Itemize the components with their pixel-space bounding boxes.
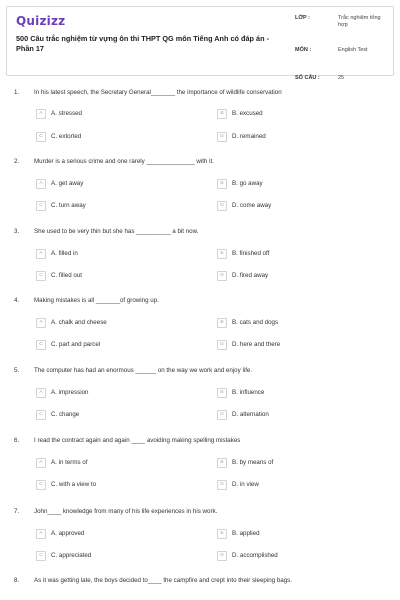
option-text: D. alternation xyxy=(232,411,269,418)
option-b[interactable] xyxy=(217,109,367,119)
option-d[interactable] xyxy=(217,480,367,490)
option-d[interactable] xyxy=(217,551,367,561)
question-number: 5. xyxy=(14,367,20,374)
option-letter-badge: A xyxy=(36,318,46,328)
option-letter-badge: D xyxy=(217,410,227,420)
option-letter-badge: C xyxy=(36,480,46,490)
option-letter-badge: D xyxy=(217,551,227,561)
option-letter-badge: A xyxy=(36,109,46,119)
option-text: D. remained xyxy=(232,133,266,140)
option-text: A. impression xyxy=(51,389,89,396)
question-text: As it was getting late, the boys decided to____ the campfire and crept into their sleeping bags. xyxy=(34,577,292,584)
meta-label: SỐ CÂU : xyxy=(295,75,320,81)
meta-row-count xyxy=(295,75,390,89)
question-text: In his latest speech, the Secretary General_______ the importance of wildlife conservation xyxy=(34,89,282,96)
option-letter-badge: A xyxy=(36,179,46,189)
worksheet-meta xyxy=(295,15,390,81)
option-a[interactable] xyxy=(36,109,186,119)
option-text: A. get away xyxy=(51,180,84,187)
option-text: A. chalk and cheese xyxy=(51,319,107,326)
option-letter-badge: D xyxy=(217,271,227,281)
option-letter-badge: D xyxy=(217,201,227,211)
option-letter-badge: B xyxy=(217,249,227,259)
option-text: C. extorted xyxy=(51,133,82,140)
option-b[interactable] xyxy=(217,318,367,328)
option-text: B. influence xyxy=(232,389,265,396)
option-text: A. approved xyxy=(51,530,85,537)
option-letter-badge: C xyxy=(36,410,46,420)
option-text: A. in terms of xyxy=(51,459,88,466)
option-letter-badge: A xyxy=(36,388,46,398)
option-text: D. here and there xyxy=(232,341,281,348)
question-text: Murder is a serious crime and one rarely ______________ with it. xyxy=(34,158,214,165)
option-d[interactable] xyxy=(217,201,367,211)
question-number: 4. xyxy=(14,297,20,304)
option-a[interactable] xyxy=(36,318,186,328)
option-text: D. accomplished xyxy=(232,552,278,559)
option-d[interactable] xyxy=(217,410,367,420)
option-text: B. excused xyxy=(232,110,263,117)
question-text: Making mistakes is all _______of growing up. xyxy=(34,297,159,304)
option-c[interactable] xyxy=(36,480,186,490)
option-b[interactable] xyxy=(217,179,367,189)
option-letter-badge: C xyxy=(36,271,46,281)
option-d[interactable] xyxy=(217,132,367,142)
option-d[interactable] xyxy=(217,340,367,350)
option-text: B. applied xyxy=(232,530,260,537)
worksheet-title: 500 Câu trắc nghiệm từ vựng ôn thi THPT QG môn Tiếng Anh có đáp án - Phần 17 xyxy=(16,34,270,53)
meta-value: Trắc nghiệm tổng hợp xyxy=(338,15,381,28)
meta-row-class xyxy=(295,15,390,37)
option-text: B. cats and dogs xyxy=(232,319,279,326)
question-number: 3. xyxy=(14,228,20,235)
option-c[interactable] xyxy=(36,340,186,350)
option-letter-badge: D xyxy=(217,132,227,142)
option-c[interactable] xyxy=(36,551,186,561)
option-text: B. by means of xyxy=(232,459,274,466)
option-text: C. with a view to xyxy=(51,481,97,488)
question-number: 2. xyxy=(14,158,20,165)
meta-value: English Test xyxy=(338,47,368,53)
option-letter-badge: D xyxy=(217,480,227,490)
option-letter-badge: B xyxy=(217,529,227,539)
option-letter-badge: C xyxy=(36,340,46,350)
option-text: A. stressed xyxy=(51,110,82,117)
meta-row-subject xyxy=(295,47,390,61)
option-c[interactable] xyxy=(36,410,186,420)
quizizz-logo[interactable]: Quizizz xyxy=(16,14,66,28)
meta-label: MÔN : xyxy=(295,47,312,53)
option-c[interactable] xyxy=(36,132,186,142)
option-letter-badge: C xyxy=(36,201,46,211)
meta-label: LỚP : xyxy=(295,15,310,21)
option-text: D. come away xyxy=(232,202,272,209)
option-text: A. filled in xyxy=(51,250,78,257)
option-text: C. appreciated xyxy=(51,552,92,559)
option-text: B. finished off xyxy=(232,250,270,257)
question-number: 8. xyxy=(14,577,20,584)
option-c[interactable] xyxy=(36,201,186,211)
option-letter-badge: C xyxy=(36,132,46,142)
option-letter-badge: A xyxy=(36,458,46,468)
option-letter-badge: B xyxy=(217,318,227,328)
option-a[interactable] xyxy=(36,388,186,398)
option-b[interactable] xyxy=(217,388,367,398)
option-text: D. in view xyxy=(232,481,259,488)
option-a[interactable] xyxy=(36,458,186,468)
option-letter-badge: B xyxy=(217,179,227,189)
option-text: C. filled out xyxy=(51,272,82,279)
option-d[interactable] xyxy=(217,271,367,281)
option-text: C. part and parcel xyxy=(51,341,101,348)
option-letter-badge: A xyxy=(36,249,46,259)
question-text: The computer has had an enormous ______ on the way we work and enjoy life. xyxy=(34,367,253,374)
option-letter-badge: C xyxy=(36,551,46,561)
option-a[interactable] xyxy=(36,529,186,539)
option-letter-badge: B xyxy=(217,388,227,398)
option-letter-badge: A xyxy=(36,529,46,539)
option-text: D. fired away xyxy=(232,272,269,279)
option-a[interactable] xyxy=(36,179,186,189)
option-letter-badge: B xyxy=(217,458,227,468)
question-text: John____ knowledge from many of his life experiences in his work. xyxy=(34,508,218,515)
meta-value: 25 xyxy=(338,75,345,81)
option-text: C. turn away xyxy=(51,202,86,209)
question-number: 7. xyxy=(14,508,20,515)
option-text: B. go away xyxy=(232,180,263,187)
question-number: 6. xyxy=(14,437,20,444)
question-text: She used to be very thin but she has __________ a bit now. xyxy=(34,228,199,235)
option-letter-badge: D xyxy=(217,340,227,350)
option-letter-badge: B xyxy=(217,109,227,119)
question-number: 1. xyxy=(14,89,20,96)
option-text: C. change xyxy=(51,411,80,418)
option-c[interactable] xyxy=(36,271,186,281)
option-b[interactable] xyxy=(217,529,367,539)
option-a[interactable] xyxy=(36,249,186,259)
option-b[interactable] xyxy=(217,249,367,259)
question-text: I read the contract again and again ____ avoiding making spelling mistakes xyxy=(34,437,241,444)
option-b[interactable] xyxy=(217,458,367,468)
worksheet-header xyxy=(6,6,394,81)
